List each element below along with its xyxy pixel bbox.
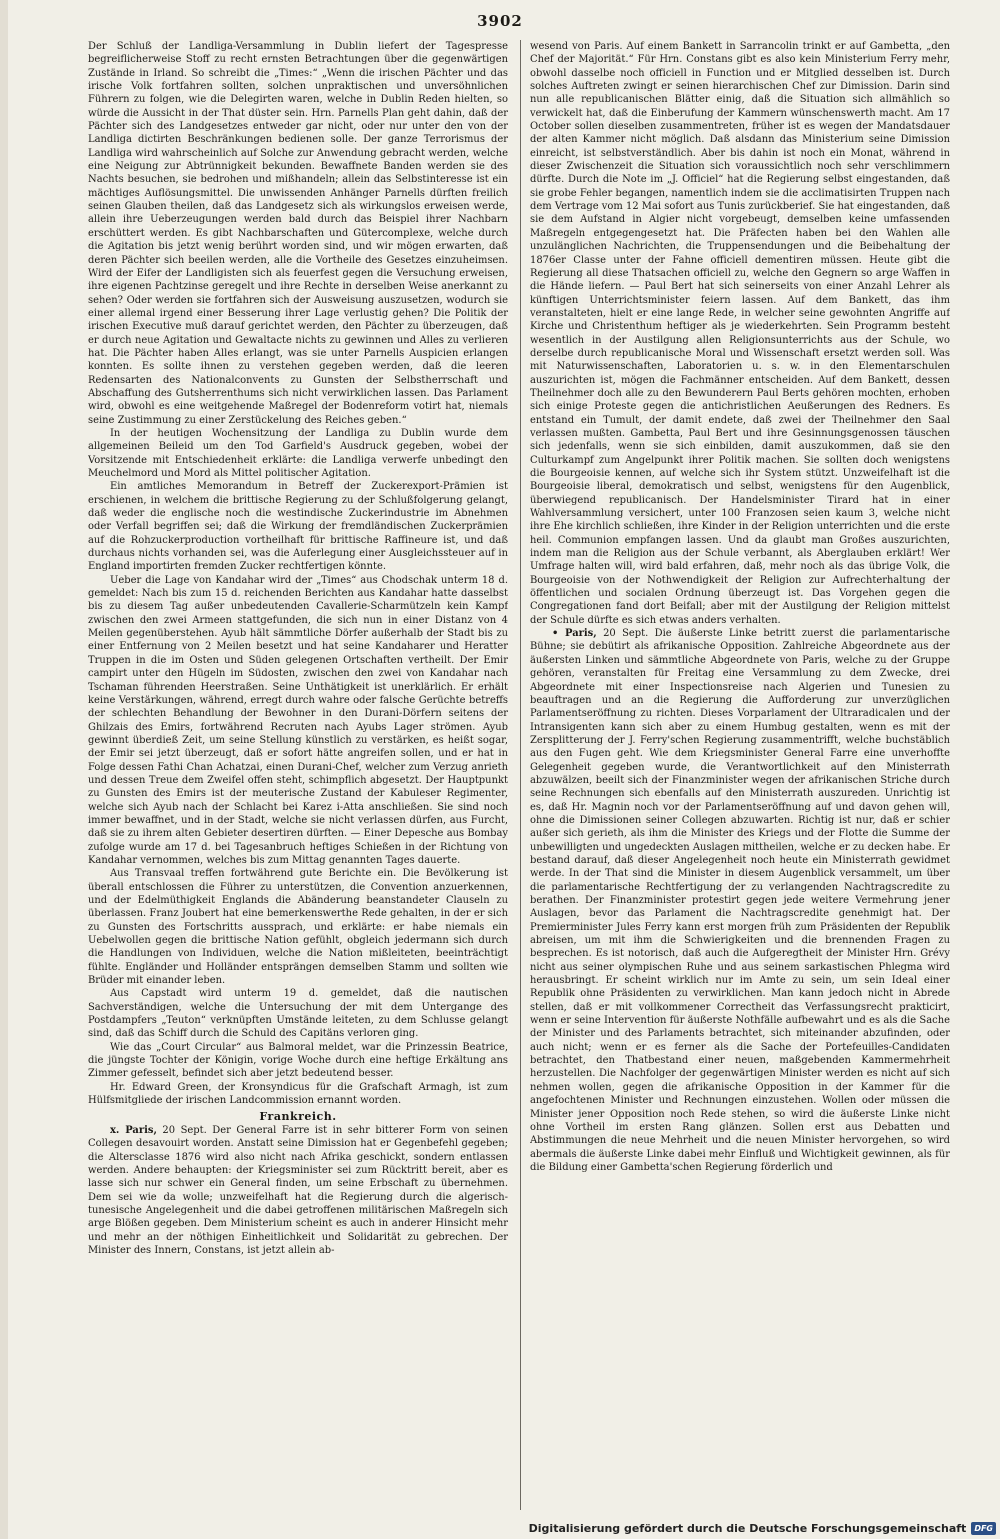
right-column [530, 40, 950, 1500]
article-paragraph: Ein amtliches Memorandum in Betreff der Zuckerexport-Prämien ist erschienen, in welchem die brittische Regierung zu der Schlußfolgerung gelangt, daß weder die englische noch die westindische Zuckerindustrie im Abnehmen oder Verfall begriffen sei; daß die Wirkung der fremdländischen Zuckerprämien auf die Rohzuckerproduction vortheilhaft für brittische Raffineure ist, und daß durchaus nichts vorhanden sei, was die Auferlegung einer Ausgleichssteuer auf in England importirten fremden Zucker rechtfertigen könnte. [88, 481, 508, 573]
article-paragraph: Hr. Edward Green, der Kronsyndicus für die Grafschaft Armagh, ist zum Hülfsmitgliede der irischen Landcommission ernannt worden. [88, 1081, 508, 1107]
article-paragraph: Ueber die Lage von Kandahar wird der „Times“ aus Chodschak unterm 18 d. gemeldet: Nach bis zum 15 d. reichenden Berichten aus Kandahar hatte dasselbst bis zu diesem Tag außer unbedeutenden Cavallerie-Scharmützeln kein Kampf zwischen den zwei Armeen stattgefunden, die sich nun in einer Distanz von 4 Meilen gegenüberstehen. Ayub hält sämmtliche Dörfer außerhalb der Stadt bis zu einer Entfernung von 2 Meilen besetzt und hat seine Kandaharer und Heratter Truppen in die im Osten und Süden gelegenen Ortschaften vertheilt. Der Emir campirt unter den Hügeln im Südosten, zwischen den zwei von Kandahar nach Tschaman führenden Heerstraßen. Seine Unthätigkeit ist unerklärlich. Er erhält keine Verstärkungen, während, erregt durch wahre oder falsche Gerüchte betreffs der schlechten Behandlung der Bewohner in den Durani-Dörfern seitens der Ghilzais des Emirs, fortwährend Recruten nach Ayubs Lager strömen. Ayub gewinnt überdieß Zeit, um seine Stellung künstlich zu verstärken, es heißt sogar, der Emir sei jetzt überzeugt, daß er sofort hätte angreifen sollen, und er hat in Folge dessen Fathi Chan Achatzai, einen Durani-Chef, welcher zum Verzug anrieth und dessen Treue dem Zweifel offen steht, schimpflich abgesetzt. Der Hauptpunkt zu Gunsten des Emirs ist der meuterische Zustand der Kabuleser Regimenter, welche sich Ayub nach der Schlacht bei Karez i-Atta anschließen. Sie sind noch immer bewaffnet, und in der Stadt, welche sie nicht verlassen dürfen, aus Furcht, daß sie zu ihrem alten Gebieter desertiren dürften. — Einer Depesche aus Bombay zufolge wurde am 17 d. bei Tagesanbruch heftiges Schießen in der Richtung von Kandahar vernommen, welches bis zum Mittag genannten Tages dauerte. [88, 574, 508, 866]
dateline: • Paris, [552, 628, 597, 640]
dfg-logo: DFG [971, 1522, 996, 1535]
article-text: 20 Sept. Die äußerste Linke betritt zuerst die parlamentarische Bühne; sie debütirt als afrikanische Opposition. Zahlreiche Abgeordnete aus der äußersten Linken und sämmtliche Abgeordnete von Paris, welche zu der Gruppe gehören, veranstalten für Freitag eine Versammlung zu dem Zwecke, drei Abgeordnete mit einer Inspectionsreise nach Algerien und Tunesien zu beauftragen und an die Regierung die Aufforderung zur unverzüglichen Parlamentseröffnung zu richten. Dieses Vorparlament der Ultraradicalen und der Intransigenten kann sich aber zu einem Humbug gestalten, wenn es mit der Zersplitterung der J. Ferry'schen Regierung zusammentrifft, welche buchstäblich aus den Fugen geht. Wie dem Kriegsminister General Farre eine unverhoffte Gelegenheit gegeben wurde, die Verantwortlichkeit auf den Ministerrath abzuwälzen, beeilt sich der Finanzminister wegen der afrikanischen Striche durch seine Rechnungen sich ebenfalls auf den Ministerrath auszureden. Unrichtig ist es, daß Hr. Magnin noch vor der Parlamentseröffnung auf und davon gehen will, ohne die Dimissionen seiner Collegen abzuwarten. Richtig ist nur, daß er schier außer sich gerieth, als ihm die Minister des Kriegs und der Flotte die Summe der unbewilligten und ungedeckten Auslagen mittheilen, welche er zu decken habe. Er bestand darauf, daß dieser Angelegenheit noch heute ein Ministerrath gewidmet werde. In der That sind die Minister in diesem Augenblick versammelt, um über die parlamentarische Rechtfertigung der zu verlangenden Nachtragscredite zu berathen. Der Finanzminister protestirt gegen jede weitere Vermehrung jener Auslagen, bevor das Parlament die Nachtragscredite genehmigt hat. Der Premierminister Jules Ferry kann erst morgen früh zum Präsidenten der Republik abreisen, um mit ihm die Schwierigkeiten und die brennenden Fragen zu besprechen. Es ist notorisch, daß auch die Aufgeregtheit der Minister Hrn. Grévy nicht aus seiner olympischen Ruhe und aus seinem sarkastischen Phlegma wird herausbringt. Er scheint wirklich nur im Amte zu sein, um sein Ideal einer Republik ohne Präsidenten zu verwirklichen. Man kann jedoch nicht in Abrede stellen, daß er mit vollkommener Correctheit das Verfassungsrecht prakticirt, wenn er seine Intervention für äußerste Nothfälle aufbewahrt und es als die Sache der Minister und des Parlaments betrachtet, sich miteinander abzufinden, oder auch nicht; wenn er es ferner als die Sache der Portefeuilles-Candidaten betrachtet, den Thatbestand einer neuen, maßgebenden Kammermehrheit herzustellen. Die Nachfolger der gegenwärtigen Minister werden es nicht auf sich nehmen wollen, gegen die afrikanische Opposition in der Kammer für die angefochtenen Minister und Rechnungen einzustehen. Wollen oder müssen die Minister jener Opposition noch Rede stehen, so wird die äußerste Linke nicht ohne Vortheil im ersten Rang glänzen. Sollen erst aus Debatten und Abstimmungen die neue Mehrheit und die neuen Minister hervorgehen, so wird abermals die äußerste Linke dabei mehr Einfluß und Wichtigkeit gewinnen, als für die Bildung einer Gambetta'schen Regierung förderlich und [530, 628, 950, 1173]
section-heading: Frankreich. [259, 1109, 337, 1123]
article-paragraph: wesend von Paris. Auf einem Bankett in Sarrancolin trinkt er auf Gambetta, „den Chef der Majorität.“ Für Hrn. Constans gibt es also kein Ministerium Ferry mehr, obwohl dasselbe noch officiell in Function und er Mitglied desselben ist. Durch solches Auftreten zwingt er seinen hierarchischen Chef zur Dimission. Darin sind nun alle republicanischen Blätter einig, daß die Situation sich allmählich so verwickelt hat, daß die Einberufung der Kammern wünschenswerth macht. Am 17 October sollen dieselben zusammentreten, früher ist es wegen der Mandatsdauer der alten Kammer nicht möglich. Daß alsdann das Ministerium seine Dimission einreicht, ist selbstverständlich. Aber bis dahin ist noch ein Monat, während in dieser Zwischenzeit die Situation sich voraussichtlich noch sehr verschlimmern dürfte. Durch die Note im „J. Officiel“ hat die Regierung selbst eingestanden, daß sie grobe Fehler begangen, namentlich indem sie die acclimatisirten Truppen nach dem Vertrage vom 12 Mai sofort aus Tunis zurückberief. Sie hat eingestanden, daß sie dem Aufstand in Algier nicht vorgebeugt, demselben keine umfassenden Maßregeln entgegengesetzt hat. Die Präfecten haben bei den Wahlen alle unzulänglichen Nachrichten, die Truppensendungen und die Beibehaltung der 1876er Classe unter der Fahne officiell dementiren müssen. Heute gibt die Regierung all diese Thatsachen officiell zu, welche den Gegnern so arge Waffen in die Hände liefern. — Paul Bert hat sich seinerseits von einer Anzahl Lehrer als künftigen Unterrichtsminister feiern lassen. Auf dem Bankett, das ihm veranstalteten, hielt er eine lange Rede, in welcher seine gewohnten Angriffe auf Kirche und Christenthum heftiger als je wiederkehrten. Sein Programm besteht wesentlich in der Austilgung allen Religionsunterrichts aus der Schule, wo derselbe durch republicanische Moral und Wissenschaft ersetzt werden soll. Was mit Naturwissenschaften, Laboratorien u. s. w. in den Elementarschulen auszurichten ist, mögen die Fachmänner entscheiden. Auf dem Bankett, dessen Theilnehmer doch alle zu den Bewunderern Paul Berts gehören mochten, erhoben sich einige Proteste gegen die antichristlichen Aeußerungen des Redners. Es entstand ein Tumult, der damit endete, daß zwei der Theilnehmer den Saal verlassen mußten. Gambetta, Paul Bert und ihre Gesinnungsgenossen täuschen sich jedenfalls, wenn sie sich einbilden, damit auszukommen, daß sie den Culturkampf zum Angelpunkt ihrer Politik machen. Sie sollten doch wenigstens die Bourgeoisie kennen, auf welche sich ihr System stützt. Unzweifelhaft ist die Bourgeoisie liberal, demokratisch und selbst, wenigstens für den Augenblick, überwiegend republicanisch. Der Handelsminister Tirard hat in einer Wahlversammlung versichert, unter 100 Franzosen seien kaum 3, welche nicht ihre Ehe kirchlich schließen, ihre Kinder in der Religion unterrichten und die erste heil. Communion empfangen lassen. Und da glaubt man Großes auszurichten, indem man die Religion aus der Schule verbannt, als Aberglauben erklärt! Wer Umfrage halten will, wird bald erfahren, daß, mehr noch als das übrige Volk, die Bourgeoisie von der Nothwendigkeit der Religion zur Aufrechterhaltung der öffentlichen und socialen Ordnung überzeugt ist. Das Vorgehen gegen die Congregationen fand dort Beifall; aber mit der Austilgung der Religion mittelst der Schule dürfte es sich etwas anders verhalten. [530, 41, 950, 626]
dateline: x. Paris, [110, 1124, 157, 1136]
left-column [88, 40, 508, 1500]
article-paragraph [88, 1124, 508, 1257]
scan-edge [0, 0, 8, 1539]
article-paragraph: Wie das „Court Circular“ aus Balmoral meldet, war die Prinzessin Beatrice, die jüngste Tochter der Königin, vorige Woche durch eine heftige Erkältung ans Zimmer gefesselt, befindet sich aber jetzt bedeutend besser. [88, 1041, 508, 1080]
article-paragraph: In der heutigen Wochensitzung der Landliga zu Dublin wurde dem allgemeinen Beileid um den Tod Garfield's Ausdruck gegeben, wobei der Vorsitzende mit Entschiedenheit erklärte: die Landliga verwerfe unbedingt den Meuchelmord und Mord als Mittel politischer Agitation. [88, 427, 508, 479]
article-text: 20 Sept. Der General Farre ist in sehr bitterer Form von seinen Collegen desavouirt worden. Anstatt seine Dimission hat er Gegenbefehl gegeben; die Altersclasse 1876 wird also nicht nach Afrika geschickt, sondern entlassen werden. Andere behaupten: der Kriegsminister sei zum Rücktritt bereit, aber es lasse sich nur schwer ein General finden, um seine Erbschaft zu übernehmen. Dem sei wie da wolle; unzweifelhaft hat die Regierung durch die algerisch-tunesische Angelegenheit und die dabei getroffenen militärischen Maßregeln sich arge Blößen gegeben. Dem Ministerium scheint es auch in anderer Hinsicht mehr und mehr an der nöthigen Einheitlichkeit und Solidarität zu gebrechen. Der Minister des Innern, Constans, ist jetzt allein ab- [88, 1124, 508, 1256]
article-paragraph: Aus Capstadt wird unterm 19 d. gemeldet, daß die nautischen Sachverständigen, welche die Untersuchung der mit dem Untergange des Postdampfers „Teuton“ verknüpften Umstände leiteten, zu dem Schlusse gelangt sind, daß das Schiff durch die Schuld des Capitäns verloren ging. [88, 988, 508, 1040]
article-paragraph [530, 627, 950, 1174]
column-divider [520, 40, 521, 1510]
page-number: 3902 [477, 12, 523, 30]
footer [529, 1522, 996, 1535]
article-paragraph: Aus Transvaal treffen fortwährend gute Berichte ein. Die Bevölkerung ist überall entschlossen die Führer zu unterstützen, die Convention anzuerkennen, und der Edelmüthigkeit Englands die Abänderung beanstandeter Clauseln zu überlassen. Franz Joubert hat eine bemerkenswerthe Rede gehalten, in der er sich zu Gunsten des Fortschritts aussprach, und erklärte: er habe niemals ein Uebelwollen gegen die brittische Nation gefühlt, obgleich jedermann sich durch die Handlungen von Individuen, welche die Nation mißleiteten, beeinträchtigt fühlte. Engländer und Holländer entsprängen demselben Stamm und sollten wie Brüder mit einander leben. [88, 868, 508, 987]
article-paragraph: Der Schluß der Landliga-Versammlung in Dublin liefert der Tagespresse begreiflicherweise Stoff zu recht ernsten Betrachtungen über die gegenwärtigen Zustände in Irland. So schreibt die „Times:“ „Wenn die irischen Pächter und das irische Volk fortfahren sollten, solchen unpraktischen und unversöhnlichen Führern zu folgen, wie die Delegirten waren, welche in Dublin Reden hielten, so würde die Aussicht in der That düster sein. Hrn. Parnells Plan geht dahin, daß der Pächter sich des Landgesetzes entweder gar nicht, oder nur unter den von der Landliga dictirten Beschränkungen bedienen solle. Der ganze Terrorismus der Landliga wird wahrscheinlich auf Solche zur Anwendung gebracht werden, welche eine Neigung zur Abtrünnigkeit bekunden. Bewaffnete Banden werden sie des Nachts besuchen, sie bedrohen und mißhandeln; allein das Selbstinteresse ist ein mächtiges Auflösungsmittel. Die unwissenden Anhänger Parnells dürften freilich seinen Glauben theilen, daß das Landgesetz sich als wirkungslos erweisen werde, allein ihre Ueberzeugungen werden bald durch das Beispiel ihrer Nachbarn erschüttert werden. Es gibt Nachbarschaften und Gütercomplexe, welche durch die Agitation bis jetzt wenig berührt worden sind, und wir mögen erwarten, daß deren Pächter sich beeilen werden, alle die Vortheile des Gesetzes einzuheimsen. Wird der Eifer der Landligisten sich als feuerfest gegen die Versuchung erweisen, ihre eigenen Pachtzinse geregelt und ihre Rechte in derselben Weise anerkannt zu sehen? Oder werden sie fortfahren sich der Ausweisung auszusetzen, wodurch sie einer allemal irgend einer Besserung ihrer Lage verlustig gehen? Die Politik der irischen Executive muß darauf gerichtet werden, den Pächter zu überzeugen, daß er durch neue Agitation und Gewaltacte nichts zu gewinnen und Alles zu verlieren hat. Die Pächter haben Alles erlangt, was sie unter Parnells Auspicien erlangen konnten. Es sollte ihnen zu verstehen gegeben werden, daß die leeren Redensarten des Nationalconvents zu Gunsten der Selbstherrschaft und Abschaffung des Gutsherrenthums sich nicht verwirklichen lassen. Das Parlament wird, obwohl es eine weitgehende Maßregel der Bodenreform votirt hat, niemals seine Zustimmung zu einer Zerstückelung des Reiches geben.“ [88, 41, 508, 426]
footer-text: Digitalisierung gefördert durch die Deutsche Forschungsgemeinschaft [528, 1522, 967, 1535]
